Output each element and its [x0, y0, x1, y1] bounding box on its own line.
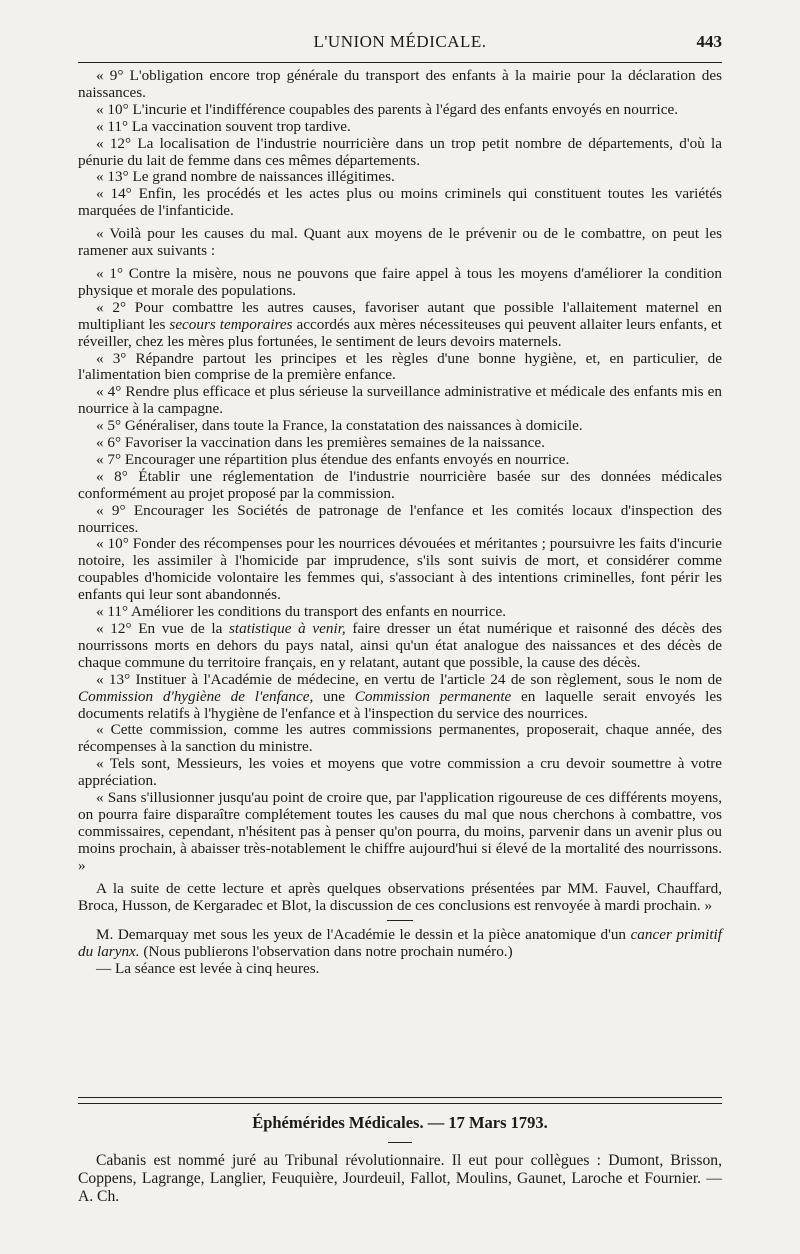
illusion-paragraph: « Sans s'illusionner jusqu'au point de croire que, par l'application rigoureuse de ces différents moyens, on pourra faire disparaître complétement toutes les causes du mal que nous cherchons à combattre, vos commissaires, cependant, n'hésitent pas à penser qu'on pourra, du moins, parvenir dans un avenir plus ou moins prochain, à abaisser très-notablement le chiffre aujourd'hui si élevé de la mortalité des nourrissons. » — [78, 789, 722, 874]
cause-10: « 10° L'incurie et l'indifférence coupables des parents à l'égard des enfants envoyés en nourrice. — [96, 100, 679, 118]
remedy-2-text-a: « 2° Pour combattre les autres causes, favoriser autant que possible l'allaitement maternel en multipliant les — [78, 298, 722, 333]
remedy-8: « 8° Établir une réglementation de l'industrie nourricière basée sur des données médicales conformément au projet proposé par la commission. — [78, 467, 722, 502]
remedy-13-emphasis-2: Commission permanente — [354, 687, 512, 705]
ephemerides-rule — [388, 1142, 412, 1143]
remedy-12 — [78, 621, 722, 672]
remedy-12-text-a: « 12° En vue de la — [96, 620, 230, 637]
remedy-13-text-c: en laquelle serait envoyés les documents relatifs à l'hygiène de l'enfance et à l'inspection du service des nourrices. — [78, 687, 722, 722]
remedy-13 — [78, 672, 722, 723]
demarquay-text-a: M. Demarquay met sous les yeux de l'Académie le dessin et la pièce anatomique d'un — [96, 926, 631, 944]
after-reading-paragraph: A la suite de cette lecture et après quelques observations présentées par MM. Fauvel, Chauffard, Broca, Husson, de Kergaradec et Blot, la discussion de ces conclusions est renvoyée à mardi prochain. » — [78, 879, 722, 914]
cause-12: « 12° La localisation de l'industrie nourricière dans un trop petit nombre de départements, d'où la pénurie du lait de femme dans ces mêmes départements. — [78, 134, 722, 169]
closing-line: — La séance est levée à cinq heures. — [96, 960, 320, 978]
remedy-11: « 11° Améliorer les conditions du transport des enfants en nourrice. — [96, 603, 506, 621]
remedy-12-emphasis: statistique à venir, — [229, 620, 346, 637]
demarquay-paragraph — [78, 927, 722, 961]
remedy-5: « 5° Généraliser, dans toute la France, la constatation des naissances à domicile. — [96, 417, 583, 435]
running-title: L'UNION MÉDICALE. — [313, 32, 487, 51]
remedy-3: « 3° Répandre partout les principes et les règles d'une bonne hygiène, et, en particulier, de l'alimentation bien comprise de la première enfance. — [78, 349, 722, 384]
cause-9: « 9° L'obligation encore trop générale du transport des enfants à la mairie pour la déclaration des naissances. — [78, 67, 722, 101]
demarquay-text-b: (Nous publierons l'observation dans notre prochain numéro.) — [139, 943, 513, 961]
remedy-12-text-b: faire dresser un état numérique et raisonné des décès des nourrissons morts en dehors du pays natal, ainsi qu'un état analogue des naissances et des décès de chaque commune du territoire français, en y relatant, autant que possible, la cause des décès. — [78, 620, 723, 671]
section-double-rule — [78, 1097, 722, 1104]
section-separator — [387, 920, 413, 921]
page-number: 443 — [696, 32, 722, 51]
remedies-intro: « Voilà pour les causes du mal. Quant aux moyens de le prévenir ou de le combattre, on peut les ramener aux suivants : — [78, 225, 722, 260]
remedy-7: « 7° Encourager une répartition plus étendue des enfants envoyés en nourrice. — [96, 450, 570, 468]
remedy-2-text-b: accordés aux mères nécessiteuses qui peuvent allaiter leurs enfants, et réveiller, chez les mères plus fortunées, le sentiment de leurs devoirs maternels. — [78, 315, 723, 350]
remedy-13-text-a: « 13° Instituer à l'Académie de médecine, en vertu de l'article 24 de son règlement, sous le nom de — [96, 670, 722, 688]
cause-13: « 13° Le grand nombre de naissances illégitimes. — [96, 168, 395, 186]
commission-paragraph: « Cette commission, comme les autres commissions permanentes, proposerait, chaque année, des récompenses à la sanction du ministre. — [78, 721, 722, 756]
cause-14: « 14° Enfin, les procédés et les actes plus ou moins criminels qui constituent toutes les variétés marquées de l'infanticide. — [78, 185, 722, 220]
remedy-2 — [78, 300, 722, 351]
cause-11: « 11° La vaccination souvent trop tardive. — [96, 117, 351, 135]
remedy-9: « 9° Encourager les Sociétés de patronage de l'enfance et les comités locaux d'inspection des nourrices. — [78, 501, 722, 536]
tels-paragraph: « Tels sont, Messieurs, les voies et moyens que votre commission a cru devoir soumettre à votre appréciation. — [78, 755, 722, 790]
remedy-6: « 6° Favoriser la vaccination dans les premières semaines de la naissance. — [96, 434, 545, 452]
remedy-2-emphasis: secours temporaires — [169, 315, 293, 333]
ephemerides-title: Éphémérides Médicales. — 17 Mars 1793. — [252, 1113, 548, 1132]
remedy-13-emphasis-1: Commission d'hygiène de l'enfance, — [78, 687, 314, 705]
remedy-4: « 4° Rendre plus efficace et plus sérieuse la surveillance administrative et médicale des enfants mis en nourrice à la campagne. — [78, 383, 722, 418]
ephemerides-text: Cabanis est nommé juré au Tribunal révolutionnaire. Il eut pour collègues : Dumont, Brisson, Coppens, Lagrange, Langlier, Feuquière, Jourdeuil, Fallot, Moulins, Gaunet, Laroche et Fournier. — A. Ch. — [78, 1152, 722, 1205]
article-body — [78, 68, 722, 978]
page-header — [78, 30, 722, 56]
remedy-13-text-b: une — [313, 687, 355, 705]
ephemerides-body — [78, 1152, 722, 1206]
demarquay-emphasis: cancer primitif du larynx. — [78, 926, 722, 961]
remedy-10: « 10° Fonder des récompenses pour les nourrices dévouées et méritantes ; poursuivre les faits d'incurie notoire, les assimiler à l'homicide par imprudence, s'ils sont suivis de mort, et considérer comme coupables d'homicide volontaire les femmes qui, s'associant à des intentions criminelles, font périr les enfants qui leur sont abandonnés. — [78, 535, 722, 604]
remedy-1: « 1° Contre la misère, nous ne pouvons que faire appel à tous les moyens d'améliorer la condition physique et morale des populations. — [78, 264, 722, 299]
header-rule — [78, 62, 722, 63]
